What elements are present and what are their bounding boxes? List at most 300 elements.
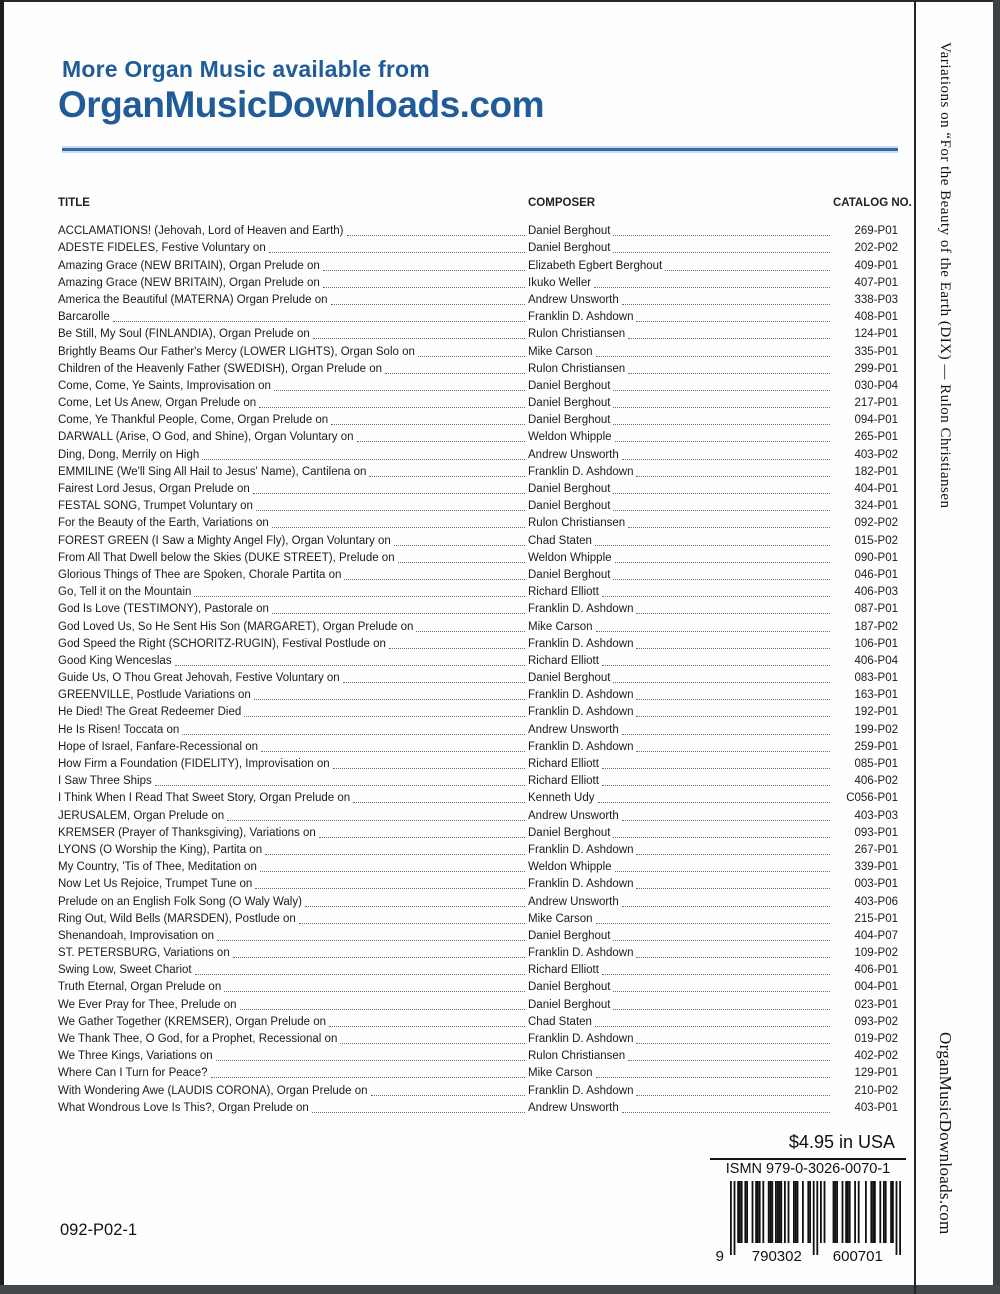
row-composer: Mike Carson — [528, 620, 593, 633]
dot-leader — [299, 923, 525, 924]
dot-leader — [272, 613, 525, 614]
dot-leader — [622, 820, 830, 821]
dot-leader — [613, 682, 830, 683]
row-catalog-no: 338-P03 — [854, 293, 898, 306]
dot-leader — [615, 562, 830, 563]
dot-leader — [216, 1060, 525, 1061]
dot-leader — [312, 1112, 525, 1113]
scan-border-top — [0, 0, 1000, 2]
dot-leader — [217, 940, 525, 941]
row-composer: Daniel Berghout — [528, 826, 611, 839]
dot-leader — [369, 476, 525, 477]
dot-leader — [596, 1077, 830, 1078]
dot-leader — [636, 957, 830, 958]
row-catalog-no: 003-P01 — [854, 878, 898, 891]
row-title: We Three Kings, Variations on — [58, 1050, 213, 1063]
row-title: We Thank Thee, O God, for a Prophet, Recessional on — [58, 1033, 338, 1045]
row-composer: Andrew Unsworth — [528, 895, 619, 908]
row-catalog-no: 406-P04 — [854, 654, 898, 667]
row-catalog-no: 259-P01 — [854, 740, 898, 753]
row-composer: Franklin D. Ashdown — [528, 1033, 634, 1045]
row-title: Prelude on an English Folk Song (O Waly Waly) — [58, 895, 302, 908]
row-catalog-no: 046-P01 — [854, 568, 898, 581]
dot-leader — [323, 287, 525, 288]
row-catalog-no: 408-P01 — [854, 311, 898, 324]
dot-leader — [636, 716, 830, 717]
dot-leader — [613, 579, 830, 580]
dot-leader — [613, 390, 830, 391]
catalog-row — [58, 238, 898, 255]
dot-leader — [182, 734, 525, 735]
catalog-row — [58, 1098, 898, 1115]
dot-leader — [331, 424, 525, 425]
svg-text:790302: 790302 — [751, 1248, 802, 1265]
header-site-title: OrganMusicDownloads.com — [58, 84, 545, 125]
dot-leader — [636, 321, 830, 322]
row-composer: Franklin D. Ashdown — [528, 637, 634, 650]
row-title: Come, Ye Thankful People, Come, Organ Prelude on — [58, 414, 329, 427]
catalog-row — [58, 290, 898, 307]
row-catalog-no: 163-P01 — [854, 689, 898, 702]
row-catalog-no: 403-P02 — [854, 448, 898, 461]
dot-leader — [613, 493, 830, 494]
row-composer: Richard Elliott — [528, 758, 599, 770]
catalog-row — [58, 702, 898, 719]
catalog-row — [58, 1029, 898, 1046]
row-catalog-no: 403-P06 — [854, 895, 898, 908]
dot-leader — [636, 1043, 830, 1044]
catalog-list — [58, 221, 898, 1115]
dot-leader — [333, 768, 525, 769]
catalog-row — [58, 479, 898, 496]
row-title: We Gather Together (KREMSER), Organ Prelude on — [58, 1015, 327, 1028]
row-catalog-no: 087-P01 — [854, 603, 898, 616]
row-title: ACCLAMATIONS! (Jehovah, Lord of Heaven and Earth) — [58, 225, 344, 238]
row-title: God Loved Us, So He Sent His Son (MARGARET), Organ Prelude on — [58, 620, 414, 633]
dot-leader — [389, 648, 525, 649]
row-catalog-no: 124-P01 — [854, 328, 898, 341]
header-tagline: More Organ Music available from — [62, 56, 430, 82]
row-composer: Andrew Unsworth — [528, 809, 619, 822]
row-title: JERUSALEM, Organ Prelude on — [58, 809, 225, 822]
column-header-title: TITLE — [58, 197, 90, 209]
row-title: Guide Us, O Thou Great Jehovah, Festive Voluntary on — [58, 672, 340, 685]
dot-leader — [628, 373, 830, 374]
dot-leader — [255, 888, 525, 889]
row-title: Go, Tell it on the Mountain — [58, 586, 192, 599]
svg-text:9: 9 — [715, 1248, 724, 1265]
catalog-row — [58, 891, 898, 908]
row-composer: Franklin D. Ashdown — [528, 465, 634, 478]
dot-leader — [602, 785, 830, 786]
row-title: Shenandoah, Improvisation on — [58, 929, 214, 942]
row-composer: Andrew Unsworth — [528, 448, 619, 461]
row-catalog-no: 182-P01 — [854, 465, 898, 478]
row-title: Amazing Grace (NEW BRITAIN), Organ Prelude on — [58, 259, 320, 272]
row-catalog-no: 106-P01 — [854, 637, 898, 650]
row-composer: Andrew Unsworth — [528, 1101, 619, 1114]
row-catalog-no: 402-P02 — [854, 1050, 898, 1063]
catalog-row — [58, 410, 898, 427]
row-catalog-no: 199-P02 — [854, 723, 898, 736]
row-composer: Mike Carson — [528, 1067, 593, 1080]
dot-leader — [195, 974, 525, 975]
row-catalog-no: 335-P01 — [854, 345, 898, 358]
catalog-row — [58, 788, 898, 805]
row-composer: Andrew Unsworth — [528, 293, 619, 306]
dot-leader — [615, 441, 830, 442]
dot-leader — [613, 940, 830, 941]
row-catalog-no: 406-P02 — [854, 775, 898, 788]
svg-text:600701: 600701 — [832, 1248, 883, 1265]
dot-leader — [636, 1095, 830, 1096]
row-composer: Franklin D. Ashdown — [528, 603, 634, 616]
dot-leader — [622, 304, 830, 305]
scan-border-left — [0, 0, 4, 1294]
row-title: DARWALL (Arise, O God, and Shine), Organ Voluntary on — [58, 431, 354, 444]
row-composer: Chad Staten — [528, 1015, 592, 1028]
dot-leader — [331, 304, 525, 305]
row-title: LYONS (O Worship the King), Partita on — [58, 843, 263, 856]
dot-leader — [155, 785, 525, 786]
catalog-row — [58, 1063, 898, 1080]
row-catalog-no: 019-P02 — [854, 1033, 898, 1045]
row-catalog-no: 093-P02 — [854, 1015, 898, 1028]
column-header-catalog-no: CATALOG NO. — [833, 197, 912, 209]
row-catalog-no: 265-P01 — [854, 431, 898, 444]
row-composer: Daniel Berghout — [528, 929, 611, 942]
row-title: He Died! The Great Redeemer Died — [58, 706, 242, 719]
row-catalog-no: 269-P01 — [854, 225, 898, 238]
row-composer: Daniel Berghout — [528, 397, 611, 410]
catalog-row — [58, 548, 898, 565]
row-composer: Daniel Berghout — [528, 414, 611, 427]
row-title: How Firm a Foundation (FIDELITY), Improvisation on — [58, 758, 330, 770]
dot-leader — [418, 356, 525, 357]
dot-leader — [602, 665, 830, 666]
dot-leader — [211, 1077, 525, 1078]
dot-leader — [329, 1026, 525, 1027]
row-composer: Daniel Berghout — [528, 500, 611, 513]
dot-leader — [596, 356, 830, 357]
catalog-code: 092-P02-1 — [60, 1221, 138, 1239]
dot-leader — [613, 252, 830, 253]
row-composer: Richard Elliott — [528, 586, 599, 599]
row-composer: Daniel Berghout — [528, 998, 611, 1011]
catalog-row — [58, 960, 898, 977]
dot-leader — [636, 699, 830, 700]
row-title: FOREST GREEN (I Saw a Mighty Angel Fly), Organ Voluntary on — [58, 534, 391, 547]
row-title: Brightly Beams Our Father's Mercy (LOWER LIGHTS), Organ Solo on — [58, 345, 415, 358]
dot-leader — [613, 510, 830, 511]
row-composer: Mike Carson — [528, 345, 593, 358]
row-title: He Is Risen! Toccata on — [58, 723, 180, 736]
spine-title-text: Variations on “For the Beauty of the Earth (DIX) — Rulon Christiansen — [937, 42, 953, 509]
row-composer: Rulon Christiansen — [528, 1050, 626, 1063]
row-composer: Daniel Berghout — [528, 981, 611, 994]
row-title: From All That Dwell below the Skies (DUKE STREET), Prelude on — [58, 551, 395, 564]
row-title: GREENVILLE, Postlude Variations on — [58, 689, 251, 702]
dot-leader — [622, 459, 830, 460]
catalog-row — [58, 616, 898, 633]
catalog-row — [58, 634, 898, 651]
row-catalog-no: 324-P01 — [854, 500, 898, 513]
catalog-row — [58, 909, 898, 926]
row-composer: Rulon Christiansen — [528, 362, 626, 375]
catalog-row — [58, 977, 898, 994]
dot-leader — [227, 820, 525, 821]
dot-leader — [260, 871, 525, 872]
dot-leader — [343, 682, 525, 683]
row-catalog-no: 090-P01 — [854, 551, 898, 564]
ismn-label: ISMN 979-0-3026-0070-1 — [710, 1158, 906, 1177]
row-title: With Wondering Awe (LAUDIS CORONA), Organ Prelude on — [58, 1084, 368, 1097]
dot-leader — [233, 957, 525, 958]
row-title: Barcarolle — [58, 311, 110, 324]
dot-leader — [613, 837, 830, 838]
row-title: Where Can I Turn for Peace? — [58, 1067, 208, 1080]
catalog-row — [58, 823, 898, 840]
catalog-row — [58, 444, 898, 461]
dot-leader — [265, 854, 525, 855]
catalog-row — [58, 1046, 898, 1063]
row-composer: Andrew Unsworth — [528, 723, 619, 736]
row-composer: Daniel Berghout — [528, 379, 611, 392]
catalog-row — [58, 307, 898, 324]
row-composer: Franklin D. Ashdown — [528, 311, 634, 324]
dot-leader — [613, 991, 830, 992]
row-composer: Daniel Berghout — [528, 242, 611, 255]
catalog-row — [58, 685, 898, 702]
row-title: Fairest Lord Jesus, Organ Prelude on — [58, 483, 250, 495]
row-title: ST. PETERSBURG, Variations on — [58, 947, 230, 960]
row-title: We Ever Pray for Thee, Prelude on — [58, 998, 237, 1011]
row-title: Now Let Us Rejoice, Trumpet Tune on — [58, 878, 253, 891]
catalog-row — [58, 341, 898, 358]
row-composer: Franklin D. Ashdown — [528, 878, 634, 891]
dot-leader — [416, 631, 525, 632]
row-catalog-no: 407-P01 — [854, 276, 898, 289]
dot-leader — [613, 424, 830, 425]
row-catalog-no: 023-P01 — [854, 998, 898, 1011]
dot-leader — [254, 699, 525, 700]
catalog-row — [58, 994, 898, 1011]
dot-leader — [313, 338, 525, 339]
row-catalog-no: 404-P01 — [854, 483, 898, 495]
row-catalog-no: 187-P02 — [854, 620, 898, 633]
dot-leader — [394, 545, 525, 546]
row-title: God Speed the Right (SCHORITZ-RUGIN), Festival Postlude on — [58, 637, 386, 650]
catalog-table-header — [58, 197, 912, 209]
dot-leader — [602, 596, 830, 597]
row-composer: Franklin D. Ashdown — [528, 706, 634, 719]
catalog-row — [58, 393, 898, 410]
dot-leader — [272, 527, 525, 528]
dot-leader — [596, 923, 830, 924]
dot-leader — [636, 854, 830, 855]
row-composer: Franklin D. Ashdown — [528, 1084, 634, 1097]
dot-leader — [175, 665, 525, 666]
row-title: Come, Let Us Anew, Organ Prelude on — [58, 397, 257, 410]
dot-leader — [202, 459, 525, 460]
dot-leader — [622, 1112, 830, 1113]
row-catalog-no: 004-P01 — [854, 981, 898, 994]
row-catalog-no: 267-P01 — [854, 843, 898, 856]
dot-leader — [259, 407, 525, 408]
catalog-row — [58, 582, 898, 599]
catalog-row — [58, 359, 898, 376]
dot-leader — [613, 1009, 830, 1010]
row-composer: Daniel Berghout — [528, 225, 611, 238]
row-composer: Ikuko Weller — [528, 276, 592, 289]
dot-leader — [595, 1026, 830, 1027]
row-catalog-no: 085-P01 — [854, 758, 898, 770]
spine-site-text: OrganMusicDownloads.com — [936, 1032, 955, 1235]
catalog-row — [58, 926, 898, 943]
dot-leader — [628, 1060, 830, 1061]
row-composer: Weldon Whipple — [528, 551, 612, 564]
row-title: Children of the Heavenly Father (SWEDISH), Organ Prelude on — [58, 362, 383, 375]
catalog-row — [58, 840, 898, 857]
catalog-row — [58, 737, 898, 754]
row-title: Ding, Dong, Merrily on High — [58, 448, 200, 461]
row-composer: Daniel Berghout — [528, 672, 611, 685]
dot-leader — [347, 235, 525, 236]
row-title: Truth Eternal, Organ Prelude on — [58, 981, 222, 994]
dot-leader — [340, 1043, 525, 1044]
row-catalog-no: 339-P01 — [854, 861, 898, 874]
dot-leader — [596, 631, 830, 632]
dot-leader — [613, 235, 830, 236]
row-composer: Kenneth Udy — [528, 792, 595, 805]
dot-leader — [636, 613, 830, 614]
dot-leader — [274, 390, 525, 391]
row-catalog-no: 406-P03 — [854, 586, 898, 599]
row-composer: Rulon Christiansen — [528, 328, 626, 341]
row-catalog-no: 299-P01 — [854, 362, 898, 375]
dot-leader — [615, 871, 830, 872]
row-catalog-no: 129-P01 — [854, 1067, 898, 1080]
catalog-row — [58, 771, 898, 788]
dot-leader — [319, 837, 525, 838]
row-composer: Richard Elliott — [528, 654, 599, 667]
catalog-row — [58, 805, 898, 822]
catalog-row — [58, 427, 898, 444]
row-catalog-no: 015-P02 — [854, 534, 898, 547]
catalog-row — [58, 874, 898, 891]
row-title: What Wondrous Love Is This?, Organ Prelude on — [58, 1101, 309, 1114]
price-label: $4.95 in USA — [788, 1132, 895, 1152]
row-catalog-no: C056-P01 — [846, 792, 898, 805]
catalog-row — [58, 513, 898, 530]
row-title: Ring Out, Wild Bells (MARSDEN), Postlude on — [58, 912, 296, 925]
dot-leader — [628, 338, 830, 339]
dot-leader — [602, 768, 830, 769]
row-catalog-no: 406-P01 — [854, 964, 898, 977]
catalog-row — [58, 599, 898, 616]
catalog-row — [58, 943, 898, 960]
dot-leader — [602, 974, 830, 975]
dot-leader — [665, 270, 830, 271]
scan-border-right — [993, 0, 1000, 1294]
catalog-row — [58, 255, 898, 272]
row-title: Swing Low, Sweet Chariot — [58, 964, 192, 977]
row-composer: Richard Elliott — [528, 964, 599, 977]
dot-leader — [636, 888, 830, 889]
dot-leader — [622, 906, 830, 907]
dot-leader — [357, 441, 525, 442]
row-catalog-no: 083-P01 — [854, 672, 898, 685]
row-catalog-no: 404-P07 — [854, 929, 898, 942]
row-title: God Is Love (TESTIMONY), Pastorale on — [58, 603, 269, 616]
row-title: ADESTE FIDELES, Festive Voluntary on — [58, 242, 266, 255]
catalog-row — [58, 668, 898, 685]
catalog-row — [58, 857, 898, 874]
row-title: Be Still, My Soul (FINLANDIA), Organ Prelude on — [58, 328, 310, 341]
catalog-row — [58, 462, 898, 479]
row-catalog-no: 094-P01 — [854, 414, 898, 427]
dot-leader — [353, 802, 525, 803]
dot-leader — [305, 906, 525, 907]
row-composer: Franklin D. Ashdown — [528, 689, 634, 702]
row-composer: Franklin D. Ashdown — [528, 843, 634, 856]
row-title: America the Beautiful (MATERNA) Organ Prelude on — [58, 293, 328, 306]
row-title: I Think When I Read That Sweet Story, Organ Prelude on — [58, 792, 351, 805]
catalog-row — [58, 1080, 898, 1097]
row-catalog-no: 210-P02 — [854, 1084, 898, 1097]
dot-leader — [256, 510, 525, 511]
dot-leader — [323, 270, 525, 271]
row-title: Hope of Israel, Fanfare-Recessional on — [58, 740, 259, 753]
row-composer: Franklin D. Ashdown — [528, 947, 634, 960]
catalog-row — [58, 719, 898, 736]
dot-leader — [595, 545, 830, 546]
catalog-row — [58, 324, 898, 341]
dot-leader — [371, 1095, 525, 1096]
dot-leader — [385, 373, 525, 374]
catalog-row — [58, 496, 898, 513]
dot-leader — [253, 493, 525, 494]
row-catalog-no: 192-P01 — [854, 706, 898, 719]
dot-leader — [594, 287, 830, 288]
row-composer: Richard Elliott — [528, 775, 599, 788]
dot-leader — [398, 562, 525, 563]
row-composer: Mike Carson — [528, 912, 593, 925]
dot-leader — [261, 751, 525, 752]
ean13-barcode — [712, 1179, 904, 1267]
catalog-row — [58, 530, 898, 547]
dot-leader — [194, 596, 525, 597]
spine-divider-line — [914, 0, 916, 1294]
catalog-row — [58, 1012, 898, 1029]
row-title: Come, Come, Ye Saints, Improvisation on — [58, 379, 271, 392]
dot-leader — [598, 802, 831, 803]
row-title: KREMSER (Prayer of Thanksgiving), Variations on — [58, 826, 316, 839]
dot-leader — [113, 321, 525, 322]
catalog-row — [58, 565, 898, 582]
column-header-composer: COMPOSER — [528, 197, 596, 209]
row-catalog-no: 403-P03 — [854, 809, 898, 822]
row-catalog-no: 215-P01 — [854, 912, 898, 925]
dot-leader — [613, 407, 830, 408]
catalog-row — [58, 273, 898, 290]
row-composer: Weldon Whipple — [528, 431, 612, 444]
barcode-block — [710, 1158, 906, 1267]
row-composer: Elizabeth Egbert Berghout — [528, 259, 663, 272]
row-composer: Rulon Christiansen — [528, 517, 626, 530]
row-title: Amazing Grace (NEW BRITAIN), Organ Prelude on — [58, 276, 320, 289]
row-catalog-no: 202-P02 — [854, 242, 898, 255]
